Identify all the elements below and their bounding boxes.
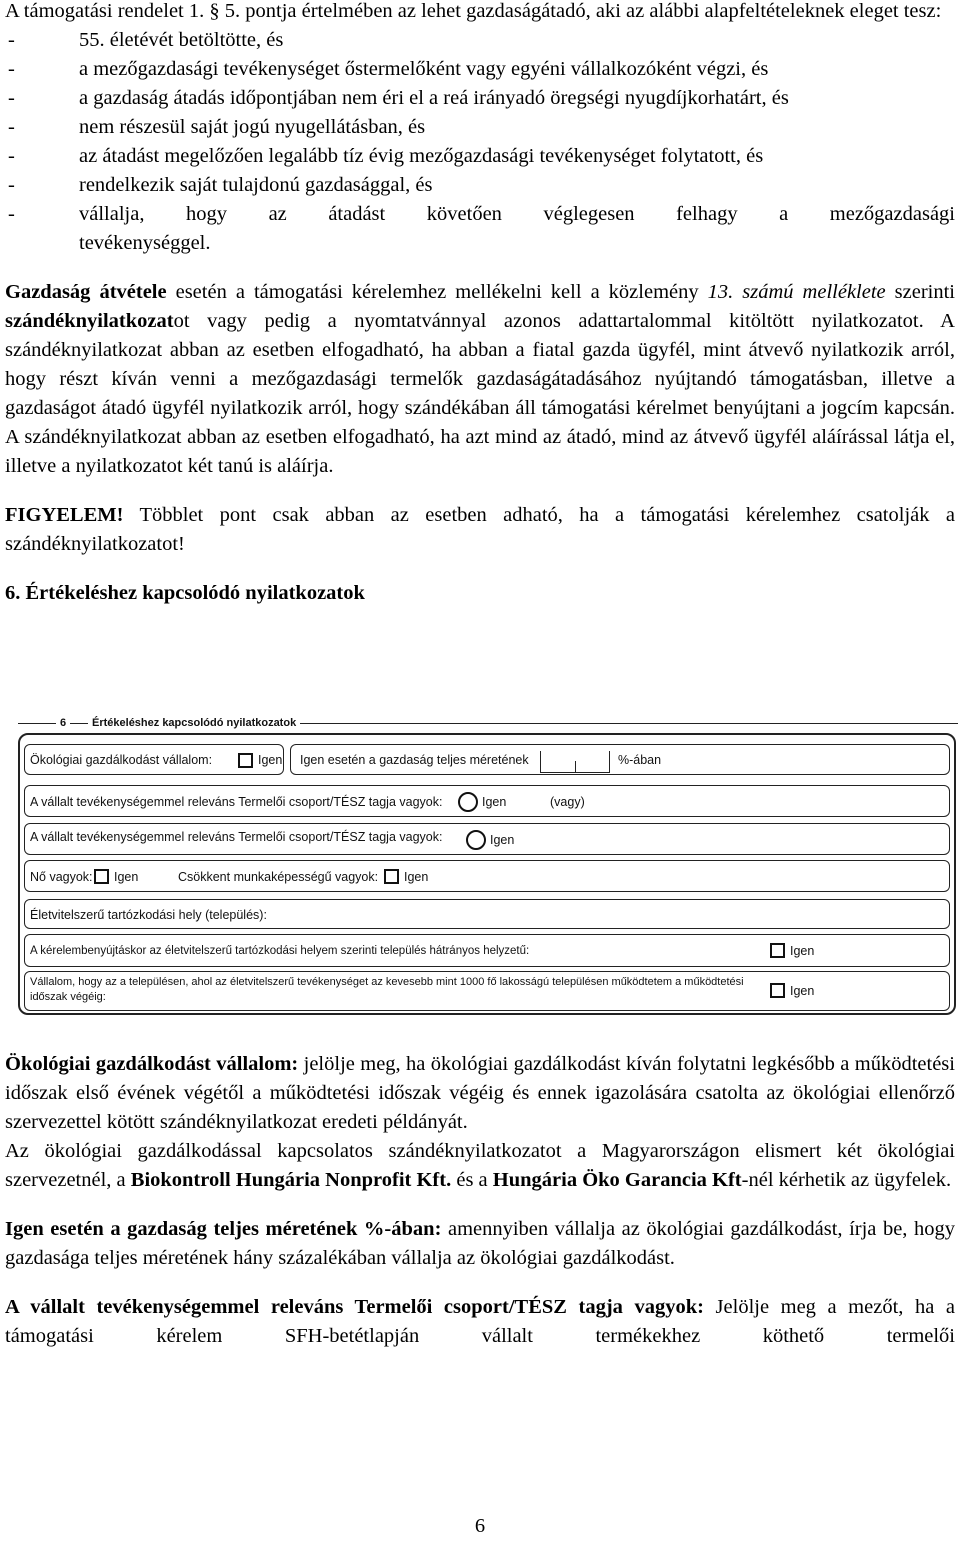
list-item: - vállalja, hogy az átadást követően véglegesen felhagy a mezőgazdasági bbox=[8, 203, 955, 225]
pct-paragraph: Igen esetén a gazdaság teljes méretének %-ában: amennyiben vállalja az ökológiai gazdálkodást, írja be, hogy gazdasága teljes méretének hány százalékában vállalja az ökológiai gazdálkodást. bbox=[5, 1218, 955, 1269]
list-item-continuation: tevékenységgel. bbox=[79, 232, 211, 254]
disabled-label: Csökkent munkaképességű vagyok: bbox=[178, 870, 379, 884]
application-yes-label: Igen bbox=[790, 944, 815, 958]
list-item: - rendelkezik saját tulajdonú gazdasággal, és bbox=[8, 174, 433, 196]
form-title: Értékeléshez kapcsolódó nyilatkozatok bbox=[88, 716, 300, 730]
form-number: 6 bbox=[56, 716, 70, 730]
group1-radio[interactable] bbox=[458, 792, 478, 812]
group2-label: A vállalt tevékenységemmel releváns Termelői csoport/TÉSZ tagja vagyok: bbox=[30, 830, 443, 844]
explanation-section bbox=[5, 1050, 955, 1351]
warning-paragraph: FIGYELEM! Többlet pont csak abban az esetben adható, ha a támogatási kérelemhez csatolják a szándéknyilatkozatot! bbox=[5, 504, 955, 555]
under1000-checkbox[interactable] bbox=[770, 983, 785, 998]
woman-label: Nő vagyok: bbox=[30, 870, 93, 884]
home-label: Életvitelszerű tartózkodási hely (település): bbox=[30, 908, 267, 922]
list-item: - nem részesül saját jogú nyugellátásban, és bbox=[8, 116, 426, 138]
takeover-paragraph: Gazdaság átvétele esetén a támogatási kérelemhez mellékelni kell a közlemény 13. számú melléklete szerinti szándéknyilatkozatot vagy pedig a nyomtatvánnyal azonos adattartalommal kitöltött nyilatkozatot. A szándéknyilatkozat abban az esetben elfogadható, ha abban a fiatal gazda ügyfél, mint átvevő nyilatkozik arról, hogy részt kíván venni a mezőgazdasági termelők gazdaságátadásához nyújtandó támogatásban, illetve a gazdaságot átadó ügyfél nyilatkozik arról, hogy szándékában áll támogatási kérelmet benyújtani a jogcím kapcsán. A szándéknyilatkozat abban az esetben elfogadható, ha azt mind az átadó, mind az átvevő ügyfél aláírással látja el, illetve a nyilatkozatot két tanú is aláírja. bbox=[5, 281, 955, 477]
eco-label: Ökológiai gazdálkodást vállalom: bbox=[30, 753, 213, 767]
eco-pct-label: Igen esetén a gazdaság teljes méretének bbox=[300, 753, 529, 767]
intro-section bbox=[5, 0, 955, 608]
under1000-yes-label: Igen bbox=[790, 984, 815, 998]
group2-radio[interactable] bbox=[466, 830, 486, 850]
disabled-checkbox[interactable] bbox=[384, 869, 399, 884]
under1000-label: Vállalom, hogy az a településen, ahol az életvitelszerű tevékenységet az kevesebb mint 1000 fő lakosságú településen működtetem a működtetési bbox=[30, 976, 744, 988]
woman-field bbox=[24, 860, 950, 892]
eco-checkbox[interactable] bbox=[238, 753, 253, 768]
list-item: - a mezőgazdasági tevékenységet őstermelőként vagy egyéni vállalkozóként végzi, és bbox=[8, 58, 769, 80]
evaluation-form-image bbox=[18, 717, 958, 1017]
form-title-row bbox=[18, 717, 958, 731]
list-item: - a gazdaság átadás időpontjában nem éri el a reá irányadó öregségi nyugdíjkorhatárt, és bbox=[8, 87, 789, 109]
section-heading: 6. Értékeléshez kapcsolódó nyilatkozatok bbox=[5, 582, 365, 604]
page-number: 6 bbox=[474, 1515, 486, 1537]
disabled-yes-label: Igen bbox=[404, 870, 429, 884]
application-label: A kérelembenyújtáskor az életvitelszerű tartózkodási helyem szerinti település hátrányos helyzetű: bbox=[30, 945, 530, 957]
woman-yes-label: Igen bbox=[114, 870, 139, 884]
eco-paragraph: Ökológiai gazdálkodást vállalom: jelölje meg, ha ökológiai gazdálkodást kíván folytatni legkésőbb a működtetési időszak első évének végétől a működtetési időszak végéig és ennek igazolására csatolta az ökológiai ellenőrző szervezettel kötött szándéknyilatkozat eredeti példányát. bbox=[5, 1053, 955, 1133]
group1-yes-label: Igen bbox=[482, 795, 507, 809]
group-paragraph: A vállalt tevékenységemmel releváns Termelői csoport/TÉSZ tagja vagyok: Jelölje meg a mezőt, ha a támogatási kérelem SFH-betétlapján vállalt termékekhez köthető termelői bbox=[5, 1296, 955, 1347]
eco2-paragraph: Az ökológiai gazdálkodással kapcsolatos szándéknyilatkozatot a Magyarországon elismert két ökológiai szervezetnél, a Biokontroll Hungária Nonprofit Kft. és a Hungária Öko Garancia Kft-nél kérhetik az ügyfelek. bbox=[5, 1140, 955, 1191]
application-checkbox[interactable] bbox=[770, 943, 785, 958]
list-item: - az átadást megelőzően legalább tíz évig mezőgazdasági tevékenységet folytatott, és bbox=[8, 145, 764, 167]
intro-paragraph: A támogatási rendelet 1. § 5. pontja értelmében az lehet gazdaságátadó, aki az alábbi alapfeltételeknek eleget tesz: bbox=[5, 0, 942, 22]
group2-yes-label: Igen bbox=[490, 833, 515, 847]
group1-or-label: (vagy) bbox=[550, 795, 585, 809]
group1-label: A vállalt tevékenységemmel releváns Termelői csoport/TÉSZ tagja vagyok: bbox=[30, 795, 443, 809]
pct-unit-label: %-ában bbox=[618, 753, 662, 767]
list-item: - 55. életévét betöltötte, és bbox=[8, 29, 284, 51]
eco-yes-label: Igen bbox=[258, 753, 283, 767]
woman-checkbox[interactable] bbox=[94, 869, 109, 884]
under1000-label-cont: időszak végéig: bbox=[30, 991, 106, 1003]
